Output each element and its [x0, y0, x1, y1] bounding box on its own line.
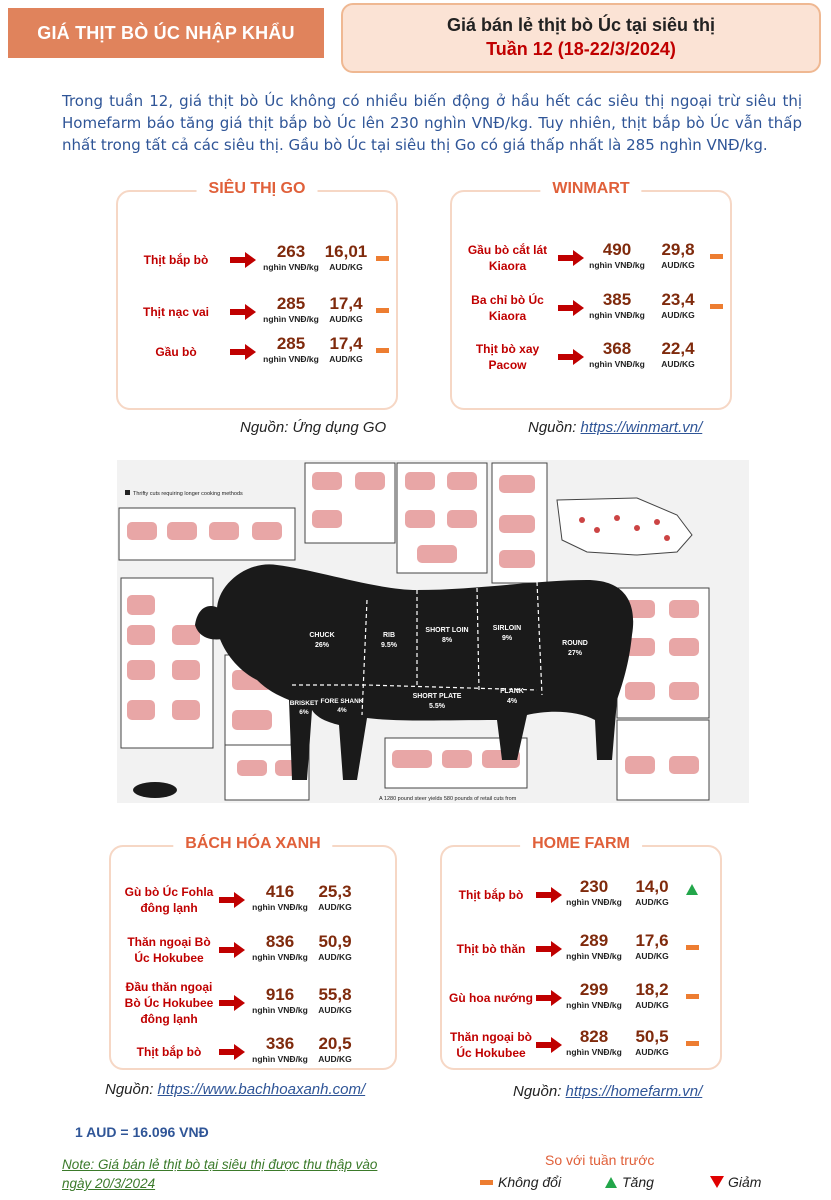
price-vnd-value: 263 [276, 242, 306, 261]
product-name: Gầu bò [155, 345, 197, 359]
up-triangle-icon [605, 1177, 617, 1188]
price-vnd [582, 290, 652, 321]
right-arrow-icon [219, 995, 245, 1016]
price-row [118, 242, 396, 284]
store-name: SIÊU THỊ GO [197, 180, 318, 198]
product-name: Thịt bò xay Pacow [475, 342, 540, 372]
price-row [442, 877, 720, 919]
price-vnd [559, 980, 629, 1011]
price-vnd-value: 416 [265, 882, 295, 901]
dash-icon [376, 348, 389, 353]
price-vnd-unit: nghìn VNĐ/kg [252, 1005, 308, 1015]
price-vnd-value: 336 [265, 1034, 295, 1053]
label-short-loin-pct: 8% [441, 637, 453, 644]
label-short-loin: SHORT LOIN [425, 627, 469, 634]
price-row [442, 1027, 720, 1069]
price-vnd-unit: nghìn VNĐ/kg [589, 359, 645, 369]
price-aud-value: 14,0 [635, 877, 669, 896]
legend-down [710, 1174, 761, 1190]
price-vnd [582, 339, 652, 370]
store-card-bachhoaxanh [109, 835, 397, 1070]
price-row [452, 240, 730, 282]
label-fore-shank-pct: 4% [337, 707, 347, 714]
price-vnd-value: 385 [602, 290, 632, 309]
label-chuck: CHUCK [309, 632, 335, 639]
right-arrow-icon [558, 250, 584, 271]
price-aud [305, 1034, 365, 1065]
source-label: Nguồn: [528, 419, 581, 436]
price-vnd-value: 490 [602, 240, 632, 259]
price-aud-value: 22,4 [661, 339, 695, 358]
product-name: Thịt bắp bò [143, 253, 209, 267]
price-aud-unit: AUD/KG [635, 1047, 669, 1057]
legend-same-label: Không đổi [498, 1174, 562, 1190]
label-flank: FLANK [500, 688, 524, 695]
label-short-plate: SHORT PLATE [412, 693, 462, 700]
price-aud-value: 55,8 [318, 985, 352, 1004]
beef-cuts-illustration [117, 460, 749, 803]
price-vnd-unit: nghìn VNĐ/kg [252, 1054, 308, 1064]
figure-caption: A 1280 pound steer yields 580 pounds of retail cuts from [379, 796, 517, 802]
report-title-box [341, 3, 821, 73]
store-card-homefarm [440, 835, 722, 1070]
price-aud-unit: AUD/KG [318, 1054, 352, 1064]
price-vnd-unit: nghìn VNĐ/kg [566, 897, 622, 907]
price-aud [622, 877, 682, 908]
product-name: Gầu bò cắt lát Kiaora [467, 243, 548, 273]
price-aud [622, 931, 682, 962]
price-vnd-value: 916 [265, 985, 295, 1004]
price-vnd-unit: nghìn VNĐ/kg [252, 902, 308, 912]
report-title: Giá bán lẻ thịt bò Úc tại siêu thị [446, 15, 716, 35]
right-arrow-icon [219, 1044, 245, 1065]
store-card-winmart [450, 180, 732, 410]
store-card-go [116, 180, 398, 410]
label-rib-pct: 9.5% [381, 642, 397, 649]
price-vnd [582, 240, 652, 271]
store-name: WINMART [540, 180, 641, 198]
price-aud [622, 980, 682, 1011]
price-row [442, 980, 720, 1022]
price-aud-value: 50,5 [635, 1027, 669, 1046]
price-vnd-unit: nghìn VNĐ/kg [252, 952, 308, 962]
beef-cuts-chart-image [117, 460, 749, 803]
price-row [111, 980, 395, 1027]
label-sirloin-pct: 9% [501, 635, 513, 642]
price-vnd-value: 285 [276, 334, 306, 353]
report-week: Tuần 12 (18-22/3/2024) [486, 39, 676, 59]
legend-same [480, 1174, 561, 1190]
store-name: HOME FARM [520, 835, 642, 853]
dash-icon [480, 1180, 493, 1185]
label-brisket: BRISKET [289, 700, 319, 707]
label-round-pct: 27% [567, 650, 583, 657]
price-aud-value: 20,5 [318, 1034, 352, 1053]
dash-icon [376, 256, 389, 261]
dash-icon [376, 308, 389, 313]
price-row [452, 290, 730, 332]
label-chuck-pct: 26% [314, 642, 330, 649]
product-name: Thăn ngoại Bò Úc Hokubee [127, 935, 211, 965]
price-vnd [559, 1027, 629, 1058]
label-fore-shank: FORE SHANK [320, 698, 364, 705]
dash-icon [686, 994, 699, 999]
price-aud-unit: AUD/KG [329, 314, 363, 324]
price-vnd-unit: nghìn VNĐ/kg [566, 951, 622, 961]
price-aud [316, 242, 376, 273]
price-aud-value: 25,3 [318, 882, 352, 901]
price-aud-unit: AUD/KG [318, 952, 352, 962]
price-aud-value: 16,01 [324, 242, 368, 261]
price-vnd-unit: nghìn VNĐ/kg [589, 310, 645, 320]
price-aud-value: 50,9 [318, 932, 352, 951]
figure-legend: Thrifty cuts requiring longer cooking methods [133, 491, 243, 497]
price-aud [305, 932, 365, 963]
price-aud-unit: AUD/KG [635, 897, 669, 907]
price-aud-unit: AUD/KG [635, 951, 669, 961]
price-vnd-unit: nghìn VNĐ/kg [566, 1047, 622, 1057]
price-aud [316, 294, 376, 325]
label-rib: RIB [382, 632, 396, 639]
right-arrow-icon [219, 942, 245, 963]
price-row [118, 294, 396, 336]
price-vnd-unit: nghìn VNĐ/kg [589, 260, 645, 270]
dash-icon [710, 304, 723, 309]
price-aud-unit: AUD/KG [318, 1005, 352, 1015]
product-name: Gù bò Úc Fohla đông lạnh [124, 885, 214, 915]
section-badge [8, 8, 324, 58]
source-go [240, 419, 386, 436]
price-aud-value: 29,8 [661, 240, 695, 259]
price-aud-value: 17,6 [635, 931, 669, 950]
price-vnd-value: 285 [276, 294, 306, 313]
source-label: Nguồn: Ứng dụng GO [240, 419, 387, 436]
source-link[interactable]: https://winmart.vn/ [580, 419, 703, 436]
price-aud-unit: AUD/KG [661, 359, 695, 369]
product-name: Gù hoa nướng [449, 991, 533, 1005]
price-vnd [559, 931, 629, 962]
label-round: ROUND [562, 640, 588, 647]
label-brisket-pct: 6% [299, 709, 309, 716]
product-name: Thịt nạc vai [142, 305, 210, 319]
price-row [111, 932, 395, 974]
intro-paragraph: Trong tuần 12, giá thịt bò Úc không có nhiều biến động ở hầu hết các siêu thị ngoại trừ siêu thị Homefarm báo tăng giá thịt bắp bò Úc lên 230 nghìn VNĐ/kg. Tuy nhiên, thịt bắp bò Úc vẫn thấp nhất trong tất cả các siêu thị. Gầu bò Úc tại siêu thị Go có giá thấp nhất là 285 nghìn VNĐ/kg. [62, 92, 802, 154]
price-aud [622, 1027, 682, 1058]
label-flank-pct: 4% [506, 698, 518, 705]
price-vnd [559, 877, 629, 908]
legend-title: So với tuần trước [545, 1152, 655, 1168]
price-aud-unit: AUD/KG [635, 1000, 669, 1010]
price-aud [648, 339, 708, 370]
right-arrow-icon [558, 349, 584, 370]
up-triangle-icon [686, 884, 698, 895]
down-triangle-icon [710, 1176, 724, 1188]
price-row [111, 1034, 395, 1076]
price-aud-value: 23,4 [661, 290, 695, 309]
product-name: Thịt bắp bò [136, 1045, 202, 1059]
price-vnd-value: 230 [579, 877, 609, 896]
product-name: Thịt bắp bò [458, 888, 524, 902]
price-vnd-unit: nghìn VNĐ/kg [263, 262, 319, 272]
legend-down-label: Giảm [728, 1174, 762, 1190]
source-label: Nguồn: [105, 1081, 158, 1098]
price-aud-value: 17,4 [329, 294, 363, 313]
legend-up [605, 1174, 654, 1190]
price-aud [648, 240, 708, 271]
label-short-plate-pct: 5.5% [429, 703, 445, 710]
dash-icon [686, 945, 699, 950]
price-vnd-value: 299 [579, 980, 609, 999]
price-vnd-value: 289 [579, 931, 609, 950]
price-aud [648, 290, 708, 321]
price-vnd-value: 828 [579, 1027, 609, 1046]
price-row [442, 931, 720, 973]
section-badge-label: GIÁ THỊT BÒ ÚC NHẬP KHẨU [37, 22, 295, 43]
legend-up-label: Tăng [622, 1174, 654, 1190]
label-sirloin: SIRLOIN [492, 625, 522, 632]
right-arrow-icon [230, 344, 256, 365]
price-aud [305, 985, 365, 1016]
price-vnd-value: 368 [602, 339, 632, 358]
right-arrow-icon [230, 304, 256, 325]
price-aud-unit: AUD/KG [329, 354, 363, 364]
collection-note: Note: Giá bán lẻ thịt bò tại siêu thị được thu thập vào ngày 20/3/2024 [62, 1157, 378, 1191]
price-aud-unit: AUD/KG [661, 260, 695, 270]
price-aud-unit: AUD/KG [318, 902, 352, 912]
price-vnd-unit: nghìn VNĐ/kg [566, 1000, 622, 1010]
dash-icon [686, 1041, 699, 1046]
price-vnd-unit: nghìn VNĐ/kg [263, 314, 319, 324]
dash-icon [710, 254, 723, 259]
right-arrow-icon [230, 252, 256, 273]
price-aud-unit: AUD/KG [661, 310, 695, 320]
product-name: Thịt bò thăn [456, 942, 526, 956]
right-arrow-icon [219, 892, 245, 913]
product-name: Thăn ngoại bò Úc Hokubee [450, 1030, 532, 1060]
source-link[interactable]: https://homefarm.vn/ [565, 1083, 703, 1100]
right-arrow-icon [558, 300, 584, 321]
price-aud [305, 882, 365, 913]
source-bachhoaxanh [105, 1081, 365, 1098]
source-label: Nguồn: [513, 1083, 566, 1100]
price-vnd-value: 836 [265, 932, 295, 951]
source-winmart [528, 419, 702, 436]
product-name: Ba chỉ bò Úc Kiaora [471, 293, 544, 323]
price-aud-unit: AUD/KG [329, 262, 363, 272]
price-row [452, 339, 730, 381]
exchange-rate: 1 AUD = 16.096 VNĐ [75, 1124, 209, 1140]
price-aud [316, 334, 376, 365]
price-vnd-unit: nghìn VNĐ/kg [263, 354, 319, 364]
product-name: Đầu thăn ngoại Bò Úc Hokubee đông lạnh [124, 980, 214, 1026]
price-row [111, 882, 395, 924]
source-homefarm [513, 1083, 702, 1100]
price-aud-value: 17,4 [329, 334, 363, 353]
price-row [118, 334, 396, 376]
source-link[interactable]: https://www.bachhoaxanh.com/ [157, 1081, 366, 1098]
price-aud-value: 18,2 [635, 980, 669, 999]
store-name: BÁCH HÓA XANH [173, 835, 332, 853]
